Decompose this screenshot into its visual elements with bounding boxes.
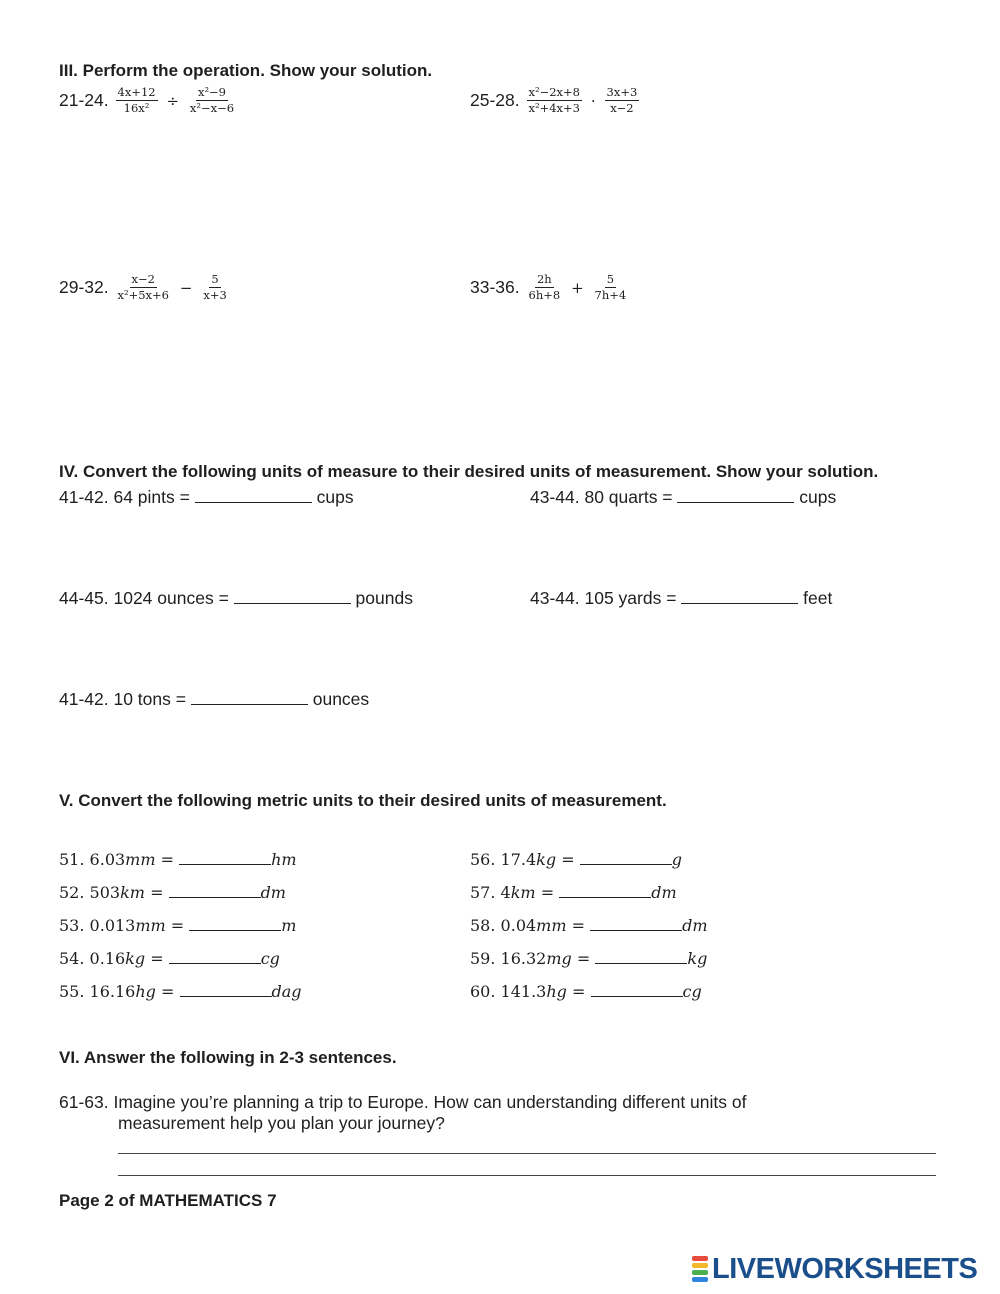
equals-sign: = (576, 949, 591, 968)
liveworksheets-icon (692, 1256, 708, 1282)
answer-blank[interactable] (681, 589, 798, 604)
answer-line-1[interactable] (118, 1153, 936, 1154)
item-value: 4 (500, 883, 511, 902)
item-value: 0.04 (500, 916, 537, 935)
answer-blank[interactable] (189, 916, 281, 931)
item-value: 6.03 (89, 850, 126, 869)
section-6-title: VI. Answer the following in 2-3 sentences. (59, 1048, 397, 1067)
unit-to: kg (687, 949, 708, 968)
unit-to: cg (260, 949, 280, 968)
equals-sign: = (150, 949, 164, 968)
metric-conversion-item (470, 916, 708, 935)
unit-from: hg (546, 982, 567, 1001)
answer-blank[interactable] (559, 883, 651, 898)
problem-label: 25-28. (470, 90, 520, 110)
unit-from: mg (546, 949, 572, 968)
item-value: 141.3 (500, 982, 547, 1001)
answer-blank[interactable] (191, 690, 308, 705)
unit-from: kg (536, 850, 557, 869)
operator: + (571, 278, 584, 297)
unit-from: km (510, 883, 536, 902)
fraction-right: $\frac{5}{7h+4}$ (594, 272, 627, 302)
answer-blank[interactable] (595, 949, 687, 964)
unit-to: hm (271, 850, 297, 869)
liveworksheets-logo (692, 1252, 977, 1286)
fraction-left: $\frac{x-2}{\text{x²+5x+6}}$ (117, 272, 169, 302)
metric-conversion-item (59, 883, 286, 902)
item-number: 58. (470, 916, 496, 935)
answer-line-2[interactable] (118, 1175, 936, 1176)
problem-25-28 (470, 86, 641, 115)
conversion-yards-feet: 43-44. 105 yards = feet (530, 588, 833, 608)
answer-blank[interactable] (180, 982, 272, 997)
unit-to: dm (682, 916, 708, 935)
item-number: 59. (470, 949, 496, 968)
problem-21-24 (59, 86, 238, 115)
metric-conversion-item (59, 850, 297, 869)
operator: ÷ (166, 91, 180, 110)
liveworksheets-wordmark: LIVEWORKSHEETS (712, 1252, 978, 1285)
fraction-left: $\frac{4x+12}{\text{16x²}}$ (117, 85, 156, 115)
item-value: 16.16 (89, 982, 136, 1001)
equals-sign: = (571, 916, 586, 935)
equals-sign: = (561, 850, 575, 869)
conversion-ounces-pounds: 44-45. 1024 ounces = pounds (59, 588, 413, 608)
answer-blank[interactable] (169, 949, 261, 964)
item-number: 60. (470, 982, 496, 1001)
question-61-63-line2: measurement help you plan your journey? (118, 1113, 445, 1133)
item-number: 54. (59, 949, 85, 968)
answer-blank[interactable] (590, 916, 682, 931)
metric-conversion-item (59, 949, 280, 968)
item-number: 52. (59, 883, 85, 902)
unit-from: hg (135, 982, 156, 1001)
conversion-pints-cups: 41-42. 64 pints = cups (59, 487, 354, 507)
fraction-left: $\frac{\text{x²−2x+8}}{\text{x²+4x+3}}$ (528, 85, 580, 115)
fraction-right: $\frac{\text{x²−9}}{\text{x²−x−6}}$ (189, 85, 235, 115)
fraction-right: $\frac{5}{x+3}$ (203, 272, 227, 302)
operator: − (179, 278, 193, 297)
equals-sign: = (572, 982, 586, 1001)
conversion-quarts-cups: 43-44. 80 quarts = cups (530, 487, 837, 507)
unit-from: mm (536, 916, 567, 935)
item-value: 17.4 (500, 850, 537, 869)
item-number: 55. (59, 982, 85, 1001)
metric-conversion-item (470, 850, 682, 869)
equals-sign: = (540, 883, 555, 902)
answer-blank[interactable] (591, 982, 683, 997)
answer-blank[interactable] (580, 850, 672, 865)
equals-sign: = (170, 916, 185, 935)
equals-sign: = (150, 883, 164, 902)
item-number: 56. (470, 850, 496, 869)
item-value: 16.32 (500, 949, 547, 968)
metric-conversion-item (470, 949, 707, 968)
fraction-right: $\frac{3x+3}{x-2}$ (606, 85, 638, 115)
page-footer: Page 2 of MATHEMATICS 7 (59, 1191, 277, 1210)
answer-blank[interactable] (195, 488, 312, 503)
unit-from: km (120, 883, 145, 902)
metric-conversion-item (59, 982, 302, 1001)
item-number: 53. (59, 916, 85, 935)
item-value: 503 (89, 883, 121, 902)
item-value: 0.013 (89, 916, 136, 935)
section-5-title: V. Convert the following metric units to their desired units of measurement. (59, 791, 667, 810)
conversion-tons-ounces: 41-42. 10 tons = ounces (59, 689, 370, 709)
unit-to: g (671, 850, 682, 869)
problem-29-32 (59, 273, 231, 302)
problem-label: 33-36. (470, 277, 520, 297)
unit-to: dm (260, 883, 286, 902)
unit-to: dag (271, 982, 302, 1001)
problem-label: 29-32. (59, 277, 109, 297)
section-4-title: IV. Convert the following units of measure to their desired units of measurement. Show your solution. (59, 462, 879, 481)
metric-conversion-item (470, 883, 677, 902)
unit-from: kg (125, 949, 146, 968)
answer-blank[interactable] (234, 589, 351, 604)
metric-conversion-item (59, 916, 296, 935)
item-value: 0.16 (89, 949, 126, 968)
item-number: 51. (59, 850, 85, 869)
operator: · (590, 91, 596, 110)
unit-from: mm (135, 916, 166, 935)
metric-conversion-item (470, 982, 702, 1001)
equals-sign: = (161, 982, 175, 1001)
unit-from: mm (125, 850, 156, 869)
fraction-left: $\frac{2h}{6h+8}$ (528, 272, 561, 302)
answer-blank[interactable] (179, 850, 271, 865)
answer-blank[interactable] (169, 883, 261, 898)
item-number: 57. (470, 883, 496, 902)
problem-33-36 (470, 273, 630, 302)
question-61-63-line1: 61-63. Imagine you’re planning a trip to Europe. How can understanding different units of (59, 1092, 747, 1112)
unit-to: dm (651, 883, 677, 902)
equals-sign: = (160, 850, 175, 869)
answer-blank[interactable] (677, 488, 794, 503)
unit-to: m (281, 916, 297, 935)
unit-to: cg (682, 982, 702, 1001)
section-3-title: III. Perform the operation. Show your solution. (59, 61, 433, 80)
problem-label: 21-24. (59, 90, 109, 110)
